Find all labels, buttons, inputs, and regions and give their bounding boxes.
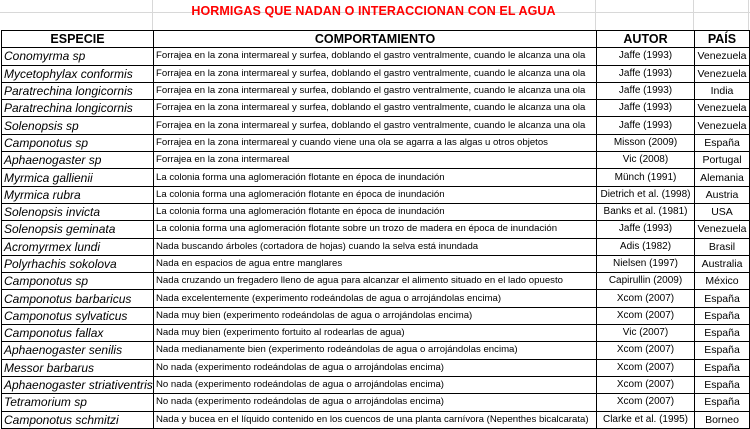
behavior-cell[interactable]: No nada (experimento rodeándolas de agua o arrojándolas encima) [154,359,597,376]
behavior-cell[interactable]: No nada (experimento rodeándolas de agua o arrojándolas encima) [154,376,597,393]
table-row [2,376,750,393]
country-cell[interactable]: España [695,307,750,324]
species-cell[interactable]: Mycetophylax conformis [2,65,154,82]
species-cell[interactable]: Acromyrmex lundi [2,238,154,255]
author-cell[interactable]: Nielsen (1997) [597,255,695,272]
behavior-cell[interactable]: Nada excelentemente (experimento rodeándolas de agua o arrojándolas encima) [154,290,597,307]
behavior-cell[interactable]: Forrajea en la zona intermareal [154,152,597,169]
species-cell[interactable]: Camponotus barbaricus [2,290,154,307]
table-row [2,203,750,220]
table-row [2,342,750,359]
species-cell[interactable]: Solenopsis sp [2,117,154,134]
species-cell[interactable]: Solenopsis invicta [2,203,154,220]
behavior-cell[interactable]: Nada muy bien (experimento rodeándolas de agua o arrojándolas encima) [154,307,597,324]
table-row [2,273,750,290]
species-cell[interactable]: Messor barbarus [2,359,154,376]
country-cell[interactable]: Australia [695,255,750,272]
behavior-cell[interactable]: Forrajea en la zona intermareal y surfea, doblando el gastro ventralmente, cuando le alcanza una ola [154,65,597,82]
table-row [2,100,750,117]
country-cell[interactable]: Venezuela [695,48,750,65]
table-row [2,359,750,376]
species-cell[interactable]: Camponotus schmitzi [2,411,154,428]
species-cell[interactable]: Polyrhachis sokolova [2,255,154,272]
author-cell[interactable]: Adis (1982) [597,238,695,255]
country-cell[interactable]: Venezuela [695,117,750,134]
author-cell[interactable]: Misson (2009) [597,134,695,151]
country-cell[interactable]: Alemania [695,169,750,186]
species-cell[interactable]: Paratrechina longicornis [2,82,154,99]
author-cell[interactable]: Jaffe (1993) [597,117,695,134]
behavior-cell[interactable]: La colonia forma una aglomeración flotante en época de inundación [154,186,597,203]
author-cell[interactable]: Jaffe (1993) [597,100,695,117]
country-cell[interactable]: España [695,376,750,393]
author-cell[interactable]: Xcom (2007) [597,290,695,307]
author-cell[interactable]: Xcom (2007) [597,376,695,393]
behavior-cell[interactable]: Nada cruzando un fregadero lleno de agua para alcanzar el alimento situado en el lado opuesto [154,273,597,290]
country-cell[interactable]: Venezuela [695,221,750,238]
header-behavior[interactable]: COMPORTAMIENTO [154,31,597,48]
table-row [2,117,750,134]
author-cell[interactable]: Banks et al. (1981) [597,203,695,220]
behavior-cell[interactable]: La colonia forma una aglomeración flotante en época de inundación [154,169,597,186]
table-row [2,238,750,255]
table-row [2,152,750,169]
header-species[interactable]: ESPECIE [2,31,154,48]
country-cell[interactable]: España [695,342,750,359]
species-cell[interactable]: Camponotus sylvaticus [2,307,154,324]
country-cell[interactable]: USA [695,203,750,220]
species-cell[interactable]: Conomyrma sp [2,48,154,65]
table-row [2,255,750,272]
author-cell[interactable]: Münch (1991) [597,169,695,186]
country-cell[interactable]: España [695,394,750,411]
species-cell[interactable]: Paratrechina longicornis [2,100,154,117]
behavior-cell[interactable]: Nada y bucea en el líquido contenido en los cuencos de una planta carnívora (Nepenthes bicalcarata) [154,411,597,428]
behavior-cell[interactable]: Forrajea en la zona intermareal y surfea, doblando el gastro ventralmente, cuando le alcanza una ola [154,100,597,117]
sheet-title: HORMIGAS QUE NADAN O INTERACCIONAN CON EL AGUA [191,4,556,18]
country-cell[interactable]: España [695,134,750,151]
species-cell[interactable]: Solenopsis geminata [2,221,154,238]
header-country[interactable]: PAÍS [695,31,750,48]
author-cell[interactable]: Xcom (2007) [597,359,695,376]
species-cell[interactable]: Camponotus sp [2,273,154,290]
header-row [2,31,750,48]
behavior-cell[interactable]: Forrajea en la zona intermareal y surfea, doblando el gastro ventralmente, cuando le alcanza una ola [154,48,597,65]
behavior-cell[interactable]: Forrajea en la zona intermareal y cuando viene una ola se agarra a las algas u otros objetos [154,134,597,151]
country-cell[interactable]: España [695,290,750,307]
author-cell[interactable]: Jaffe (1993) [597,65,695,82]
author-cell[interactable]: Clarke et al. (1995) [597,411,695,428]
author-cell[interactable]: Jaffe (1993) [597,82,695,99]
species-cell[interactable]: Camponotus sp [2,134,154,151]
table-row [2,411,750,428]
species-cell[interactable]: Tetramorium sp [2,394,154,411]
author-cell[interactable]: Xcom (2007) [597,394,695,411]
author-cell[interactable]: Capirullin (2009) [597,273,695,290]
species-cell[interactable]: Aphaenogaster striativentris [2,376,154,393]
behavior-cell[interactable]: Nada en espacios de agua entre manglares [154,255,597,272]
country-cell[interactable]: Venezuela [695,65,750,82]
behavior-cell[interactable]: Forrajea en la zona intermareal y surfea, doblando el gastro ventralmente, cuando le alcanza una ola [154,82,597,99]
author-cell[interactable]: Jaffe (1993) [597,221,695,238]
table-row [2,186,750,203]
table-row [2,82,750,99]
table-row [2,325,750,342]
country-cell[interactable]: Venezuela [695,100,750,117]
author-cell[interactable]: Xcom (2007) [597,307,695,324]
behavior-cell[interactable]: La colonia forma una aglomeración flotante en época de inundación [154,203,597,220]
table-row [2,134,750,151]
behavior-cell[interactable]: Nada medianamente bien (experimento rodeándolas de agua o arrojándolas encima) [154,342,597,359]
author-cell[interactable]: Xcom (2007) [597,342,695,359]
species-cell[interactable]: Myrmica gallienii [2,169,154,186]
table-row [2,290,750,307]
author-cell[interactable]: Vic (2007) [597,325,695,342]
table-body [2,48,750,429]
country-cell[interactable]: México [695,273,750,290]
behavior-cell[interactable]: La colonia forma una aglomeración flotante sobre un trozo de madera en época de inundación [154,221,597,238]
country-cell[interactable]: España [695,325,750,342]
author-cell[interactable]: Jaffe (1993) [597,48,695,65]
header-author[interactable]: AUTOR [597,31,695,48]
behavior-cell[interactable]: Nada muy bien (experimento fortuito al rodearlas de agua) [154,325,597,342]
table-row [2,65,750,82]
table-row [2,394,750,411]
species-cell[interactable]: Camponotus fallax [2,325,154,342]
table-row [2,48,750,65]
country-cell[interactable]: Portugal [695,152,750,169]
country-cell[interactable]: España [695,359,750,376]
behavior-cell[interactable]: Nada buscando árboles (cortadora de hojas) cuando la selva está inundada [154,238,597,255]
author-cell[interactable]: Dietrich et al. (1998) [597,186,695,203]
species-cell[interactable]: Aphaenogaster senilis [2,342,154,359]
table-row [2,221,750,238]
species-cell[interactable]: Aphaenogaster sp [2,152,154,169]
table-row [2,307,750,324]
behavior-cell[interactable]: Forrajea en la zona intermareal y surfea, doblando el gastro ventralmente, cuando le alcanza una ola [154,117,597,134]
table-row [2,169,750,186]
behavior-cell[interactable]: No nada (experimento rodeándolas de agua o arrojándolas encima) [154,394,597,411]
ant-species-table [1,30,750,429]
author-cell[interactable]: Vic (2008) [597,152,695,169]
country-cell[interactable]: Austria [695,186,750,203]
country-cell[interactable]: Borneo [695,411,750,428]
country-cell[interactable]: Brasil [695,238,750,255]
species-cell[interactable]: Myrmica rubra [2,186,154,203]
country-cell[interactable]: India [695,82,750,99]
